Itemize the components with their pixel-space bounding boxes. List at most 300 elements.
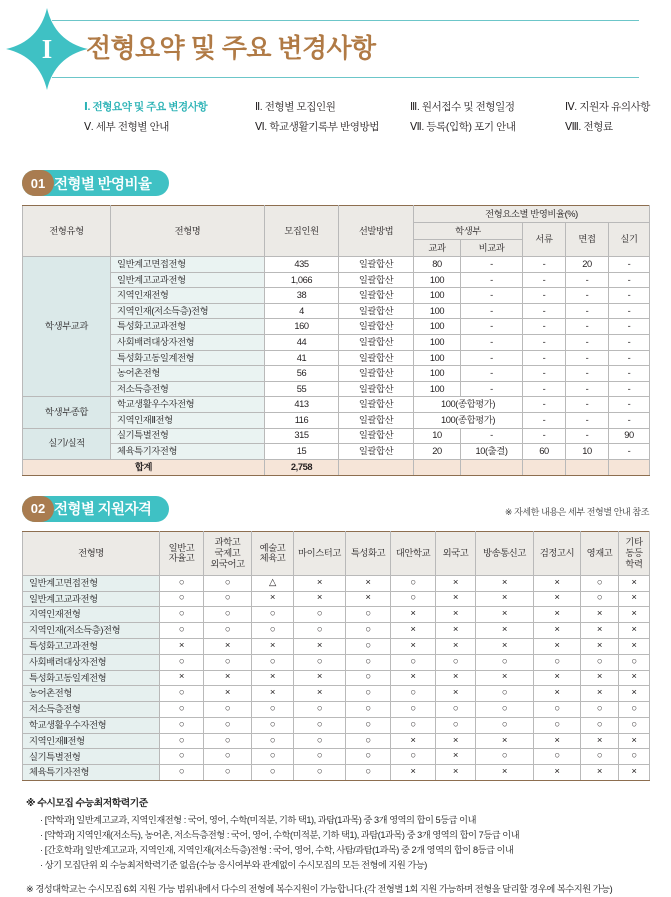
- cell-eligibility-mark: ○: [294, 765, 346, 781]
- th-school-type-4: 마이스터고: [294, 531, 346, 575]
- table-cell: 38: [265, 288, 339, 304]
- table-row: [23, 717, 650, 733]
- cell-eligibility-mark: ○: [581, 654, 619, 670]
- table-cell: 일반계고교과전형: [111, 272, 265, 288]
- table-row: [23, 749, 650, 765]
- cell-eligibility-mark: ×: [476, 591, 534, 607]
- cell-eligibility-mark: ×: [581, 623, 619, 639]
- cell-eligibility-mark: ○: [581, 575, 619, 591]
- th-interview: 면접: [566, 223, 609, 257]
- table-cell: -: [523, 303, 566, 319]
- footnote-item: · [약학과] 지역인재(저소득), 농어촌, 저소득층전형 : 국어, 영어, 수학(미적분, 기하 택1), 과탐(1과목) 중 3개 영역의 합이 7등급 이내: [40, 829, 520, 840]
- cell-admission-name: 지역인재Ⅱ전형: [23, 733, 160, 749]
- cell-eligibility-mark: ○: [204, 702, 252, 718]
- cell-eligibility-mark: ×: [619, 638, 650, 654]
- table-cell: -: [523, 381, 566, 397]
- cell-eligibility-mark: ○: [160, 765, 204, 781]
- table-cell: -: [566, 381, 609, 397]
- cell-eligibility-mark: ○: [160, 654, 204, 670]
- cell-eligibility-mark: ○: [160, 733, 204, 749]
- cell-eligibility-mark: ×: [294, 670, 346, 686]
- table-cell: -: [523, 257, 566, 273]
- table-cell: -: [523, 366, 566, 382]
- cell-eligibility-mark: ○: [204, 733, 252, 749]
- table-row: [23, 303, 650, 319]
- nav-item-6[interactable]: Ⅵ. 학교생활기록부 반영방법: [255, 120, 380, 133]
- cell-eligibility-mark: ×: [204, 638, 252, 654]
- cell-eligibility-mark: ○: [391, 686, 436, 702]
- table-cell: -: [461, 319, 523, 335]
- section-01-number: 01: [22, 170, 54, 196]
- section-02-note: ※ 자세한 내용은 세부 전형별 안내 참조: [504, 506, 649, 517]
- cell-eligibility-mark: ×: [294, 638, 346, 654]
- cell-eligibility-mark: ×: [436, 749, 476, 765]
- table-cell: 일괄합산: [339, 319, 414, 335]
- cell-eligibility-mark: ○: [160, 607, 204, 623]
- table-row: [23, 733, 650, 749]
- cell-eligibility-mark: ×: [619, 591, 650, 607]
- table-cell: 20: [414, 444, 461, 460]
- cell-admission-name: 농어촌전형: [23, 686, 160, 702]
- cell-eligibility-mark: △: [252, 575, 294, 591]
- cell-eligibility-mark: ○: [436, 702, 476, 718]
- nav-item-1[interactable]: Ⅰ. 전형요약 및 주요 변경사항: [84, 100, 208, 113]
- page-title: 전형요약 및 주요 변경사항: [86, 33, 376, 63]
- cell-eligibility-mark: ○: [581, 749, 619, 765]
- th-school-type-7: 외국고: [436, 531, 476, 575]
- table-cell: -: [461, 381, 523, 397]
- admission-ratio-table: [22, 205, 650, 476]
- cell-total-quota: 2,758: [265, 459, 339, 475]
- table-row: [23, 397, 650, 413]
- table-cell: -: [566, 272, 609, 288]
- table-cell: -: [461, 303, 523, 319]
- cell-eligibility-mark: ×: [581, 670, 619, 686]
- cell-eligibility-mark: ×: [476, 670, 534, 686]
- nav-item-2[interactable]: Ⅱ. 전형별 모집인원: [255, 100, 336, 113]
- cell-eligibility-mark: ×: [204, 686, 252, 702]
- page-header: [0, 8, 671, 90]
- cell-eligibility-mark: ×: [436, 591, 476, 607]
- cell-eligibility-mark: ○: [252, 717, 294, 733]
- section-02-number: 02: [22, 496, 54, 522]
- footnote-item: · 상기 모집단위 외 수능최저학력기준 없음(수능 응시여부와 관계없이 수시모집의 모든 전형에 지원 가능): [40, 859, 427, 870]
- cell-eligibility-mark: ○: [476, 654, 534, 670]
- cell-eligibility-mark: ○: [204, 654, 252, 670]
- cell-eligibility-mark: ×: [534, 638, 581, 654]
- cell-eligibility-mark: ○: [294, 733, 346, 749]
- th-school-type-5: 특성화고: [346, 531, 391, 575]
- cell-admission-name: 특성화고고과전형: [23, 638, 160, 654]
- table-cell: 일괄합산: [339, 334, 414, 350]
- cell-eligibility-mark: ×: [581, 733, 619, 749]
- cell-eligibility-mark: ×: [436, 607, 476, 623]
- cell-admission-name: 일반계고교과전형: [23, 591, 160, 607]
- table-cell: 일괄합산: [339, 428, 414, 444]
- cell-eligibility-mark: ○: [476, 749, 534, 765]
- table-cell: 일괄합산: [339, 397, 414, 413]
- table-row: [23, 670, 650, 686]
- table-row: [23, 334, 650, 350]
- cell-eligibility-mark: ○: [346, 654, 391, 670]
- cell-admission-name: 일반계고면접전형: [23, 575, 160, 591]
- cell-eligibility-mark: ×: [581, 686, 619, 702]
- table-row: [23, 765, 650, 781]
- table-cell: 저소득층전형: [111, 381, 265, 397]
- footnote-item: · [약학과] 일반계고교과, 지역인재전형 : 국어, 영어, 수학(미적분, 기하 택1), 과탐(1과목) 중 3개 영역의 합이 5등급 이내: [40, 815, 477, 826]
- table-cell: 44: [265, 334, 339, 350]
- table-row: [23, 591, 650, 607]
- table-cell: 160: [265, 319, 339, 335]
- cell-eligibility-mark: ○: [581, 717, 619, 733]
- cell-eligibility-mark: ×: [476, 733, 534, 749]
- table-cell: 435: [265, 257, 339, 273]
- table-cell: 일반계고면접전형: [111, 257, 265, 273]
- cell-eligibility-mark: ×: [476, 607, 534, 623]
- table-cell: 일괄합산: [339, 288, 414, 304]
- cell-eligibility-mark: ○: [346, 607, 391, 623]
- table-cell: 특성화고동일계전형: [111, 350, 265, 366]
- cell-eligibility-mark: ×: [391, 638, 436, 654]
- cell-eligibility-mark: ×: [294, 591, 346, 607]
- table-cell: 10: [566, 444, 609, 460]
- table-cell: 일괄합산: [339, 412, 414, 428]
- cell-eligibility-mark: ×: [204, 670, 252, 686]
- cell-eligibility-mark: ○: [160, 749, 204, 765]
- cell-eligibility-mark: ○: [160, 575, 204, 591]
- table-cell: [461, 459, 523, 475]
- cell-eligibility-mark: ○: [204, 591, 252, 607]
- table-cell: -: [566, 428, 609, 444]
- table-cell: 15: [265, 444, 339, 460]
- cell-eligibility-mark: ×: [619, 575, 650, 591]
- table-row: [23, 444, 650, 460]
- table-cell: -: [523, 428, 566, 444]
- footnotes: [26, 795, 671, 896]
- table-cell: -: [523, 272, 566, 288]
- cell-eligibility-mark: ×: [476, 638, 534, 654]
- table-cell: 일괄합산: [339, 381, 414, 397]
- table-cell: -: [461, 272, 523, 288]
- cell-eligibility-mark: ○: [581, 702, 619, 718]
- cell-eligibility-mark: ○: [619, 749, 650, 765]
- cell-eligibility-mark: ×: [391, 623, 436, 639]
- cell-eligibility-mark: ○: [204, 717, 252, 733]
- cell-eligibility-mark: ○: [436, 717, 476, 733]
- cell-eligibility-mark: ○: [252, 623, 294, 639]
- th-school-type-11: 기타 동등 학력: [619, 531, 650, 575]
- table-cell: -: [523, 412, 566, 428]
- cell-eligibility-mark: ×: [619, 765, 650, 781]
- table-cell: -: [523, 319, 566, 335]
- table-cell: -: [566, 412, 609, 428]
- cell-eligibility-mark: ○: [619, 702, 650, 718]
- cell-eligibility-mark: ×: [160, 638, 204, 654]
- cell-eligibility-mark: ○: [619, 717, 650, 733]
- table-cell: 일괄합산: [339, 303, 414, 319]
- table-cell: -: [609, 257, 650, 273]
- cell-eligibility-mark: ○: [346, 670, 391, 686]
- cell-admission-type: 학생부교과: [23, 257, 111, 397]
- cell-eligibility-mark: ×: [476, 623, 534, 639]
- cell-eligibility-mark: ○: [346, 717, 391, 733]
- table-cell: -: [566, 288, 609, 304]
- cell-eligibility-mark: ○: [346, 765, 391, 781]
- cell-eligibility-mark: ○: [581, 591, 619, 607]
- table-total-row: [23, 459, 650, 475]
- table-cell: -: [461, 257, 523, 273]
- cell-eligibility-mark: ×: [391, 670, 436, 686]
- table-cell: 55: [265, 381, 339, 397]
- cell-eligibility-mark: ×: [160, 670, 204, 686]
- table-cell: 100(종합평가): [414, 397, 523, 413]
- nav-item-8[interactable]: Ⅷ. 전형료: [565, 120, 613, 133]
- cell-eligibility-mark: ×: [619, 607, 650, 623]
- th-school-type-2: 과학고 국제고 외국어고: [204, 531, 252, 575]
- cell-eligibility-mark: ×: [476, 765, 534, 781]
- section-02-title: 전형별 지원자격: [22, 496, 169, 522]
- cell-eligibility-mark: ○: [204, 607, 252, 623]
- table-cell: 100: [414, 381, 461, 397]
- cell-eligibility-mark: ○: [294, 654, 346, 670]
- cell-eligibility-mark: ○: [252, 749, 294, 765]
- cell-eligibility-mark: ○: [252, 607, 294, 623]
- cell-eligibility-mark: ×: [252, 591, 294, 607]
- table-row: [23, 702, 650, 718]
- cell-admission-type: 실기/실적: [23, 428, 111, 459]
- table-cell: -: [609, 397, 650, 413]
- table-cell: -: [461, 350, 523, 366]
- cell-eligibility-mark: ○: [534, 717, 581, 733]
- table-cell: -: [566, 366, 609, 382]
- cell-admission-name: 지역인재(저소득층)전형: [23, 623, 160, 639]
- cell-eligibility-mark: ×: [436, 670, 476, 686]
- nav-item-7[interactable]: Ⅶ. 등록(입학) 포기 안내: [410, 120, 516, 133]
- cell-eligibility-mark: ○: [534, 654, 581, 670]
- cell-eligibility-mark: ○: [476, 702, 534, 718]
- cell-eligibility-mark: ○: [252, 654, 294, 670]
- th-name: 전형명: [111, 206, 265, 257]
- table-cell: 일괄합산: [339, 350, 414, 366]
- table-cell: -: [609, 272, 650, 288]
- cell-eligibility-mark: ○: [346, 702, 391, 718]
- table-cell: -: [461, 428, 523, 444]
- cell-eligibility-mark: ×: [294, 575, 346, 591]
- cell-eligibility-mark: ×: [581, 607, 619, 623]
- th-quota: 모집인원: [265, 206, 339, 257]
- table-row: [23, 366, 650, 382]
- nav-item-3[interactable]: Ⅲ. 원서접수 및 전형일정: [410, 100, 515, 113]
- th-document: 서류: [523, 223, 566, 257]
- section-01-title: 전형별 반영비율: [22, 170, 169, 196]
- section-roman-numeral: I: [41, 33, 53, 64]
- table-cell: -: [461, 288, 523, 304]
- table-cell: 413: [265, 397, 339, 413]
- cell-eligibility-mark: ○: [391, 654, 436, 670]
- cell-eligibility-mark: ×: [534, 686, 581, 702]
- cell-eligibility-mark: ○: [204, 575, 252, 591]
- cell-eligibility-mark: ×: [581, 765, 619, 781]
- table-row: [23, 257, 650, 273]
- table-cell: -: [609, 334, 650, 350]
- cell-eligibility-mark: ×: [436, 623, 476, 639]
- cell-eligibility-mark: ○: [619, 654, 650, 670]
- table-cell: -: [609, 444, 650, 460]
- cell-eligibility-mark: ×: [391, 733, 436, 749]
- th-subject: 교과: [414, 240, 461, 257]
- cell-admission-name: 체육특기자전형: [23, 765, 160, 781]
- cell-eligibility-mark: ○: [252, 702, 294, 718]
- cell-eligibility-mark: ○: [391, 591, 436, 607]
- cell-admission-type: 학생부종합: [23, 397, 111, 428]
- cell-eligibility-mark: ○: [204, 749, 252, 765]
- cell-eligibility-mark: ×: [534, 607, 581, 623]
- table-cell: 100: [414, 319, 461, 335]
- th-type: 전형유형: [23, 206, 111, 257]
- table-cell: 4: [265, 303, 339, 319]
- cell-admission-name: 실기특별전형: [23, 749, 160, 765]
- table-cell: 일괄합산: [339, 444, 414, 460]
- table-cell: -: [609, 350, 650, 366]
- cell-eligibility-mark: ×: [252, 638, 294, 654]
- cell-eligibility-mark: ×: [294, 686, 346, 702]
- cell-eligibility-mark: ×: [391, 607, 436, 623]
- cell-eligibility-mark: ○: [534, 702, 581, 718]
- th-practical: 실기: [609, 223, 650, 257]
- table-cell: 지역인재Ⅱ전형: [111, 412, 265, 428]
- table-cell: -: [566, 397, 609, 413]
- table-cell: 지역인재(저소득층)전형: [111, 303, 265, 319]
- table-row: [23, 638, 650, 654]
- table-cell: -: [609, 366, 650, 382]
- table-cell: -: [566, 303, 609, 319]
- th-name: 전형명: [23, 531, 160, 575]
- cell-admission-name: 학교생활우수자전형: [23, 717, 160, 733]
- table-row: [23, 288, 650, 304]
- cell-eligibility-mark: ×: [534, 623, 581, 639]
- table-cell: -: [566, 319, 609, 335]
- table-cell: 315: [265, 428, 339, 444]
- table-cell: -: [609, 288, 650, 304]
- table-cell: 일괄합산: [339, 366, 414, 382]
- table-cell: -: [523, 350, 566, 366]
- cell-eligibility-mark: ×: [534, 733, 581, 749]
- table-row: [23, 412, 650, 428]
- table-cell: 학교생활우수자전형: [111, 397, 265, 413]
- cell-eligibility-mark: ○: [476, 717, 534, 733]
- table-cell: 1,066: [265, 272, 339, 288]
- cell-admission-name: 저소득층전형: [23, 702, 160, 718]
- table-cell: 80: [414, 257, 461, 273]
- cell-eligibility-mark: ×: [619, 733, 650, 749]
- th-ratio-group: 전형요소별 반영비율(%): [414, 206, 650, 223]
- cell-eligibility-mark: ○: [294, 717, 346, 733]
- eligibility-table: [22, 531, 650, 781]
- table-row: [23, 654, 650, 670]
- th-school-type-1: 일반고 자율고: [160, 531, 204, 575]
- table-cell: -: [461, 366, 523, 382]
- cell-eligibility-mark: ○: [252, 765, 294, 781]
- cell-eligibility-mark: ×: [534, 670, 581, 686]
- cell-eligibility-mark: ○: [204, 765, 252, 781]
- cell-total-label: 합계: [23, 459, 265, 475]
- cell-eligibility-mark: ○: [346, 749, 391, 765]
- table-row: [23, 686, 650, 702]
- cell-eligibility-mark: ×: [252, 670, 294, 686]
- footnote-item: · [간호학과] 일반계고교과, 지역인재, 지역인재(저소득층)전형 : 국어, 영어, 수학, 사탐/과탐(1과목) 중 2개 영역의 합이 8등급 이내: [40, 844, 514, 855]
- cell-eligibility-mark: ○: [160, 686, 204, 702]
- table-cell: 체육특기자전형: [111, 444, 265, 460]
- cell-eligibility-mark: ○: [391, 749, 436, 765]
- th-student-record: 학생부: [414, 223, 523, 240]
- table-cell: 116: [265, 412, 339, 428]
- cell-eligibility-mark: ○: [294, 607, 346, 623]
- th-school-type-3: 예술고 체육고: [252, 531, 294, 575]
- nav-item-5[interactable]: Ⅴ. 세부 전형별 안내: [84, 120, 170, 133]
- table-cell: -: [566, 334, 609, 350]
- cell-eligibility-mark: ○: [160, 717, 204, 733]
- table-cell: 20: [566, 257, 609, 273]
- th-school-type-6: 대안학교: [391, 531, 436, 575]
- cell-eligibility-mark: ×: [534, 591, 581, 607]
- cell-eligibility-mark: ○: [160, 591, 204, 607]
- footnote-final: ※ 경성대학교는 수시모집 6회 지원 가능 범위내에서 다수의 전형에 복수지원이 가능합니다.(각 전형별 1회 지원 가능하며 전형을 달리할 경우에 복수지원 가능): [26, 883, 613, 894]
- table-cell: 100: [414, 272, 461, 288]
- cell-eligibility-mark: ×: [436, 765, 476, 781]
- th-method: 선발방법: [339, 206, 414, 257]
- nav-item-4[interactable]: Ⅳ. 지원자 유의사항: [565, 100, 651, 113]
- table-cell: 100: [414, 350, 461, 366]
- section-01-bar: [0, 170, 671, 196]
- table-cell: [339, 459, 414, 475]
- cell-eligibility-mark: ○: [436, 654, 476, 670]
- table-cell: 41: [265, 350, 339, 366]
- section-02-bar: [0, 496, 671, 522]
- table-cell: -: [461, 334, 523, 350]
- cell-eligibility-mark: ×: [534, 765, 581, 781]
- cell-eligibility-mark: ×: [619, 686, 650, 702]
- cell-eligibility-mark: ○: [346, 686, 391, 702]
- table-row: [23, 607, 650, 623]
- cell-eligibility-mark: ○: [204, 623, 252, 639]
- th-school-type-8: 방송통신고: [476, 531, 534, 575]
- table-cell: -: [609, 303, 650, 319]
- cell-eligibility-mark: ○: [534, 749, 581, 765]
- table-cell: 90: [609, 428, 650, 444]
- cell-eligibility-mark: ○: [252, 733, 294, 749]
- cell-eligibility-mark: ○: [294, 749, 346, 765]
- cell-eligibility-mark: ○: [160, 623, 204, 639]
- table-cell: 일괄합산: [339, 272, 414, 288]
- table-cell: -: [566, 350, 609, 366]
- cell-eligibility-mark: ○: [294, 702, 346, 718]
- table-cell: 100: [414, 366, 461, 382]
- table-cell: [414, 459, 461, 475]
- cell-eligibility-mark: ○: [346, 638, 391, 654]
- table-cell: -: [609, 412, 650, 428]
- cell-eligibility-mark: ○: [346, 733, 391, 749]
- table-cell: 100: [414, 334, 461, 350]
- cell-eligibility-mark: ×: [346, 591, 391, 607]
- table-row: [23, 272, 650, 288]
- cell-eligibility-mark: ×: [534, 575, 581, 591]
- table-row: [23, 350, 650, 366]
- table-cell: 56: [265, 366, 339, 382]
- cell-eligibility-mark: ○: [346, 623, 391, 639]
- cell-eligibility-mark: ○: [294, 623, 346, 639]
- table-cell: 100: [414, 303, 461, 319]
- table-cell: 10: [414, 428, 461, 444]
